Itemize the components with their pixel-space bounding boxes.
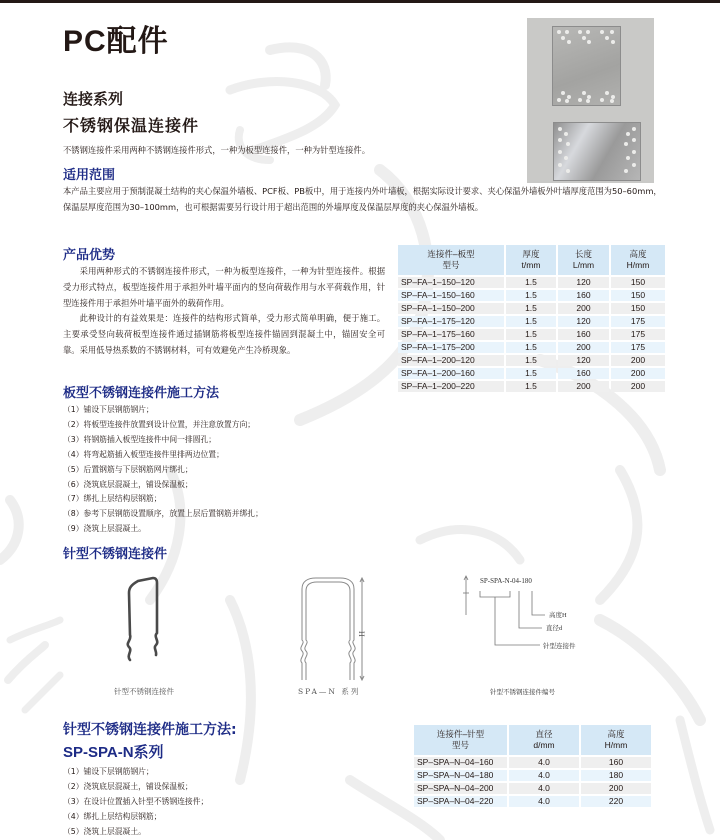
code-designation-diagram — [460, 575, 570, 665]
plate-spec-table — [396, 243, 667, 394]
advantages-paragraph: 采用两种形式的不锈钢连接件形式，一种为板型连接件，一种为针型连接件。根据受力形式特点，板型连接件用于承担外叶墙平面内的竖向荷载作用与水平荷载作用，针型连接件用于承担外叶墙平面外的载荷作用。 — [63, 266, 385, 308]
pin-connector-3d-figure — [120, 575, 170, 665]
figure2-caption: SPA—N 系列 — [298, 687, 361, 696]
plate-connector-horizontal — [553, 122, 641, 181]
table-row: SP–SPA–N–04–160 4.0 160 — [414, 757, 651, 768]
label-pin-type: 针型连接件 — [543, 643, 576, 650]
col-header-height: 高度 H/mm — [581, 725, 651, 755]
pin-spec-table — [412, 723, 653, 809]
step-item: （4）绑扎上层结构层钢筋； — [63, 811, 162, 821]
step-item: （6）浇筑底层混凝土，铺设保温板； — [63, 479, 193, 489]
top-rule — [0, 0, 720, 3]
table-header-row — [398, 245, 665, 275]
table-row: SP–FA–1–175–160 1.5 160 175 — [398, 329, 665, 340]
plate-connector-vertical — [552, 26, 621, 106]
col-header-diameter: 直径 d/mm — [509, 725, 579, 755]
label-diameter: 直径d — [546, 625, 563, 632]
page-title: PC配件 — [63, 25, 169, 58]
table-row: SP–FA–1–200–120 1.5 120 200 — [398, 355, 665, 366]
figure1-caption: 针型不锈钢连接件 — [114, 687, 174, 696]
table-row: SP–FA–1–150–120 1.5 120 150 — [398, 277, 665, 288]
table-row: SP–FA–1–200–220 1.5 200 200 — [398, 381, 665, 392]
table-row: SP–FA–1–150–200 1.5 200 150 — [398, 303, 665, 314]
col-header-height: 高度 H/mm — [611, 245, 665, 275]
figure3-caption: 针型不锈钢连接件编号 — [490, 689, 555, 696]
product-photo — [527, 18, 654, 183]
plate-method-steps — [63, 403, 263, 537]
dimension-label-h: H — [357, 631, 366, 637]
col-header-length: 长度 L/mm — [558, 245, 609, 275]
plate-method-heading: 板型不锈钢连接件施工方法 — [63, 386, 220, 401]
table-row: SP–FA–1–175–200 1.5 200 175 — [398, 342, 665, 353]
code-example: SP-SPA-N-04-180 — [480, 577, 532, 585]
step-item: （8）参考下层钢筋设置顺序，放置上层后置钢筋并绑扎； — [63, 509, 263, 519]
col-header-model: 连接件–针型 型号 — [414, 725, 507, 755]
table-row: SP–FA–1–200–160 1.5 160 200 — [398, 368, 665, 379]
step-item: （3）在设计位置插入针型不锈钢连接件； — [63, 796, 209, 806]
col-header-model: 连接件–板型 型号 — [398, 245, 504, 275]
series-title: 连接系列 — [63, 90, 124, 108]
scope-text: 本产品主要应用于预制混凝土结构的夹心保温外墙板、PCF板、PB板中，用于连接内外叶墙板，根据实际设计要求、夹心保温外墙板外叶墙厚度范围为50–60mm，保温层厚度范围为30–100mm，也可根据需要另行设计用于超出范围的外墙厚度及保温层厚度的夹心保温外墙板。 — [63, 186, 662, 212]
spa-n-outline-figure — [290, 575, 370, 685]
step-item: （2）浇筑底层混凝土，铺设保温板； — [63, 781, 193, 791]
table-row: SP–SPA–N–04–200 4.0 200 — [414, 783, 651, 794]
table-row: SP–SPA–N–04–220 4.0 220 — [414, 796, 651, 807]
table-header-row — [414, 725, 651, 755]
pin-method-heading: 针型不锈钢连接件施工方法: — [63, 722, 237, 738]
pin-section-heading: 针型不锈钢连接件 — [63, 547, 168, 562]
label-height: 高度H — [549, 612, 567, 619]
pin-method-steps — [63, 765, 208, 840]
step-item: （5）后置钢筋与下层钢筋网片绑扎； — [63, 464, 193, 474]
advantages-paragraph: 此种设计的有益效果是：连接件的结构形式简单，受力形式简单明确，便于施工。主要承受竖向载荷板型连接件通过插钢筋将板型连接件锚固到混凝土中，锚固安全可靠。采用低导热系数的不锈钢材料，可有效避免产生冷桥现象。 — [63, 313, 385, 355]
step-item: （5）浇筑上层混凝土。 — [63, 826, 146, 836]
step-item: （7）绑扎上层结构层钢筋； — [63, 494, 162, 504]
table-row: SP–SPA–N–04–180 4.0 180 — [414, 770, 651, 781]
pin-method-series: SP-SPA-N系列 — [63, 744, 164, 761]
advantages-text — [63, 264, 385, 359]
product-title: 不锈钢保温连接件 — [63, 116, 200, 135]
col-header-thickness: 厚度 t/mm — [506, 245, 556, 275]
step-item: （2）将板型连接件放置到设计位置，并注意放置方向； — [63, 419, 256, 429]
step-item: （3）将钢筋插入板型连接件中间一排圆孔； — [63, 434, 217, 444]
step-item: （1）铺设下层钢筋钢片； — [63, 405, 154, 414]
intro-text: 不锈钢连接件采用两种不锈钢连接件形式，一种为板型连接件，一种为针型连接件。 — [63, 145, 370, 155]
advantages-heading: 产品优势 — [63, 248, 116, 263]
step-item: （4）将弯起筋插入板型连接件里排两边位置； — [63, 449, 224, 459]
table-row: SP–FA–1–175–120 1.5 120 175 — [398, 316, 665, 327]
scope-heading: 适用范围 — [63, 168, 116, 183]
step-item: （1）铺设下层钢筋钢片； — [63, 767, 154, 776]
step-item: （9）浇筑上层混凝土。 — [63, 524, 146, 534]
table-row: SP–FA–1–150–160 1.5 160 150 — [398, 290, 665, 301]
